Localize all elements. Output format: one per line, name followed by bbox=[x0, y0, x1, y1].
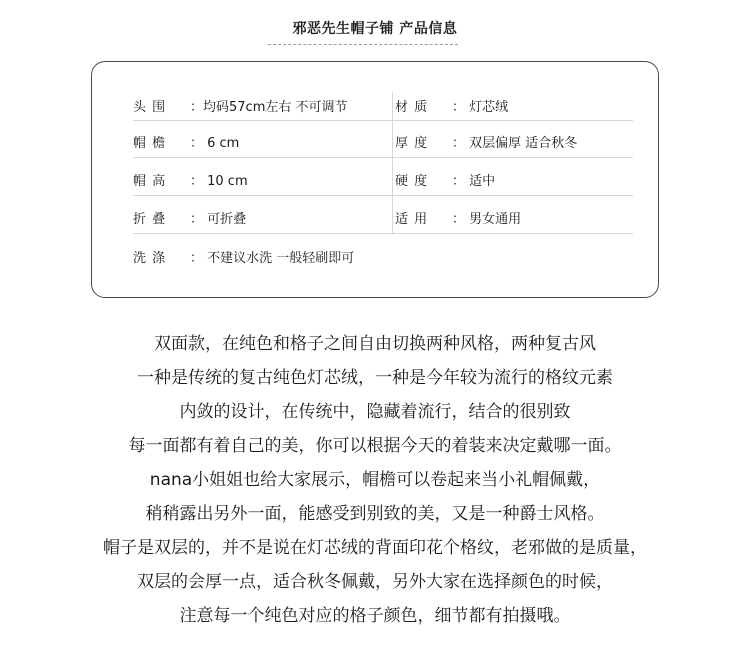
spec-brim bbox=[133, 128, 385, 154]
spec-height bbox=[133, 166, 385, 192]
description-line: 双面款，在纯色和格子之间自由切换两种风格，两种复古风 bbox=[154, 334, 596, 354]
spec-row-divider bbox=[133, 233, 633, 234]
spec-label: 硬 度 bbox=[395, 173, 429, 189]
spec-value: ： 适中 bbox=[452, 173, 496, 189]
spec-folding bbox=[133, 204, 385, 230]
spec-value: ： 可折叠 bbox=[190, 211, 247, 227]
spec-head-circumference bbox=[133, 92, 385, 118]
title-dashed-divider bbox=[268, 44, 458, 45]
product-description bbox=[0, 327, 750, 633]
description-line: nana小姐姐也给大家展示，帽檐可以卷起来当小礼帽佩戴， bbox=[149, 470, 601, 490]
spec-row-divider bbox=[133, 157, 633, 158]
spec-label: 适 用 bbox=[395, 211, 429, 227]
spec-label: 材 质 bbox=[395, 99, 429, 115]
spec-value: ： 双层偏厚 适合秋冬 bbox=[452, 135, 578, 151]
spec-column-divider bbox=[392, 92, 393, 233]
spec-suitable bbox=[395, 204, 645, 230]
spec-label: 头 围 bbox=[133, 99, 167, 115]
page-header bbox=[0, 14, 750, 50]
spec-row-divider bbox=[133, 195, 633, 196]
description-line: 一种是传统的复古纯色灯芯绒，一种是今年较为流行的格纹元素 bbox=[137, 368, 613, 388]
spec-material bbox=[395, 92, 645, 118]
spec-value: ： 不建议水洗 一般轻刷即可 bbox=[190, 250, 355, 266]
spec-label: 帽 高 bbox=[133, 173, 167, 189]
description-line: 双层的会厚一点，适合秋冬佩戴，另外大家在选择颜色的时候， bbox=[137, 572, 613, 592]
page-title: 邪恶先生帽子铺 产品信息 bbox=[292, 21, 458, 37]
spec-value: ： 灯芯绒 bbox=[452, 99, 509, 115]
spec-value: ： 男女通用 bbox=[452, 211, 522, 227]
description-line: 注意每一个纯色对应的格子颜色，细节都有拍摄哦。 bbox=[179, 606, 571, 626]
description-line: 内敛的设计，在传统中，隐藏着流行，结合的很别致 bbox=[179, 402, 571, 422]
spec-thickness bbox=[395, 128, 645, 154]
spec-value: ：均码57cm左右 不可调节 bbox=[190, 99, 348, 115]
spec-washing bbox=[133, 243, 633, 269]
spec-label: 折 叠 bbox=[133, 211, 167, 227]
spec-row-divider bbox=[133, 120, 633, 121]
description-line: 每一面都有着自己的美，你可以根据今天的着装来决定戴哪一面。 bbox=[128, 436, 622, 456]
spec-label: 帽 檐 bbox=[133, 135, 167, 151]
spec-label: 厚 度 bbox=[395, 135, 429, 151]
spec-value: ： 6 cm bbox=[190, 135, 240, 151]
spec-value: ： 10 cm bbox=[190, 173, 248, 189]
description-line: 帽子是双层的，并不是说在灯芯绒的背面印花个格纹，老邪做的是质量， bbox=[103, 538, 647, 558]
spec-hardness bbox=[395, 166, 645, 192]
description-line: 稍稍露出另外一面，能感受到别致的美，又是一种爵士风格。 bbox=[145, 504, 605, 524]
spec-label: 洗 涤 bbox=[133, 250, 167, 266]
